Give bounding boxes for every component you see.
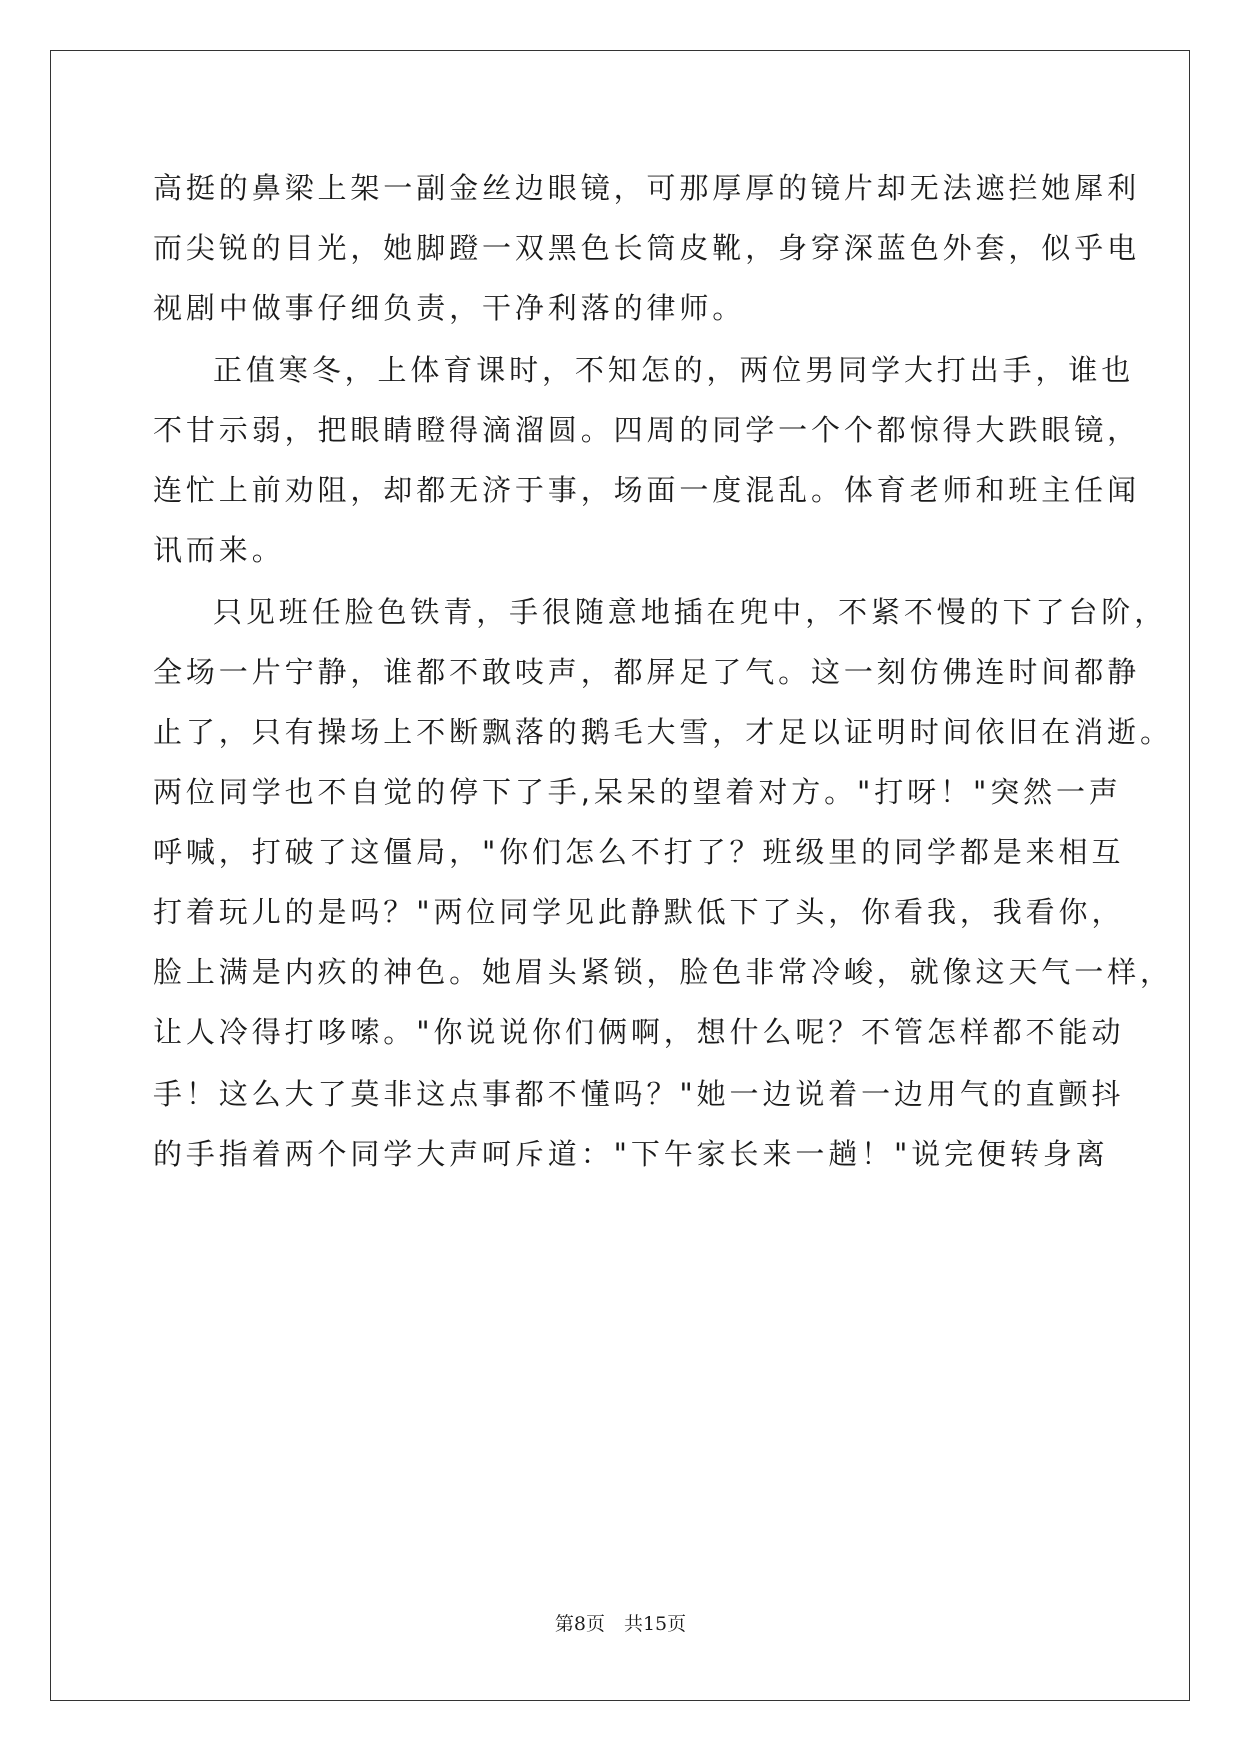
- text-line: 止了，只有操场上不断飘落的鹅毛大雪，才足以证明时间依旧在消逝。: [153, 715, 1173, 749]
- text-line: 高挺的鼻梁上架一副金丝边眼镜，可那厚厚的镜片却无法遮拦她犀利: [153, 171, 1141, 205]
- text-line: 打着玩儿的是吗？"两位同学见此静默低下了头，你看我，我看你，: [153, 895, 1125, 929]
- page-number: 第8页 共15页: [554, 1613, 687, 1635]
- text-line: 呼喊，打破了这僵局，"你们怎么不打了？班级里的同学都是来相互: [153, 835, 1125, 869]
- text-line: 不甘示弱，把眼睛瞪得滴溜圆。四周的同学一个个都惊得大跌眼镜，: [153, 413, 1141, 447]
- text-line: 讯而来。: [153, 533, 285, 567]
- text-line: 手！这么大了莫非这点事都不懂吗？"她一边说着一边用气的直颤抖: [153, 1077, 1125, 1111]
- paragraph-first-line: 只见班任脸色铁青，手很随意地插在兜中，不紧不慢的下了台阶，: [213, 595, 1168, 629]
- text-line: 两位同学也不自觉的停下了手,呆呆的望着对方。"打呀！"突然一声: [153, 775, 1122, 809]
- paragraph-first-line: 正值寒冬，上体育课时，不知怎的，两位男同学大打出手，谁也: [213, 353, 1135, 387]
- text-line: 让人冷得打哆嗦。"你说说你们俩啊，想什么呢？不管怎样都不能动: [153, 1015, 1125, 1049]
- text-line: 而尖锐的目光，她脚蹬一双黑色长筒皮靴，身穿深蓝色外套，似乎电: [153, 231, 1141, 265]
- text-line: 全场一片宁静，谁都不敢吱声，都屏足了气。这一刻仿佛连时间都静: [153, 655, 1141, 689]
- text-line: 视剧中做事仔细负责，干净利落的律师。: [153, 291, 746, 325]
- text-line: 脸上满是内疚的神色。她眉头紧锁，脸色非常冷峻，就像这天气一样，: [153, 955, 1173, 989]
- text-line: 连忙上前劝阻，却都无济于事，场面一度混乱。体育老师和班主任闻: [153, 473, 1141, 507]
- text-line: 的手指着两个同学大声呵斥道："下午家长来一趟！"说完便转身离: [153, 1137, 1109, 1171]
